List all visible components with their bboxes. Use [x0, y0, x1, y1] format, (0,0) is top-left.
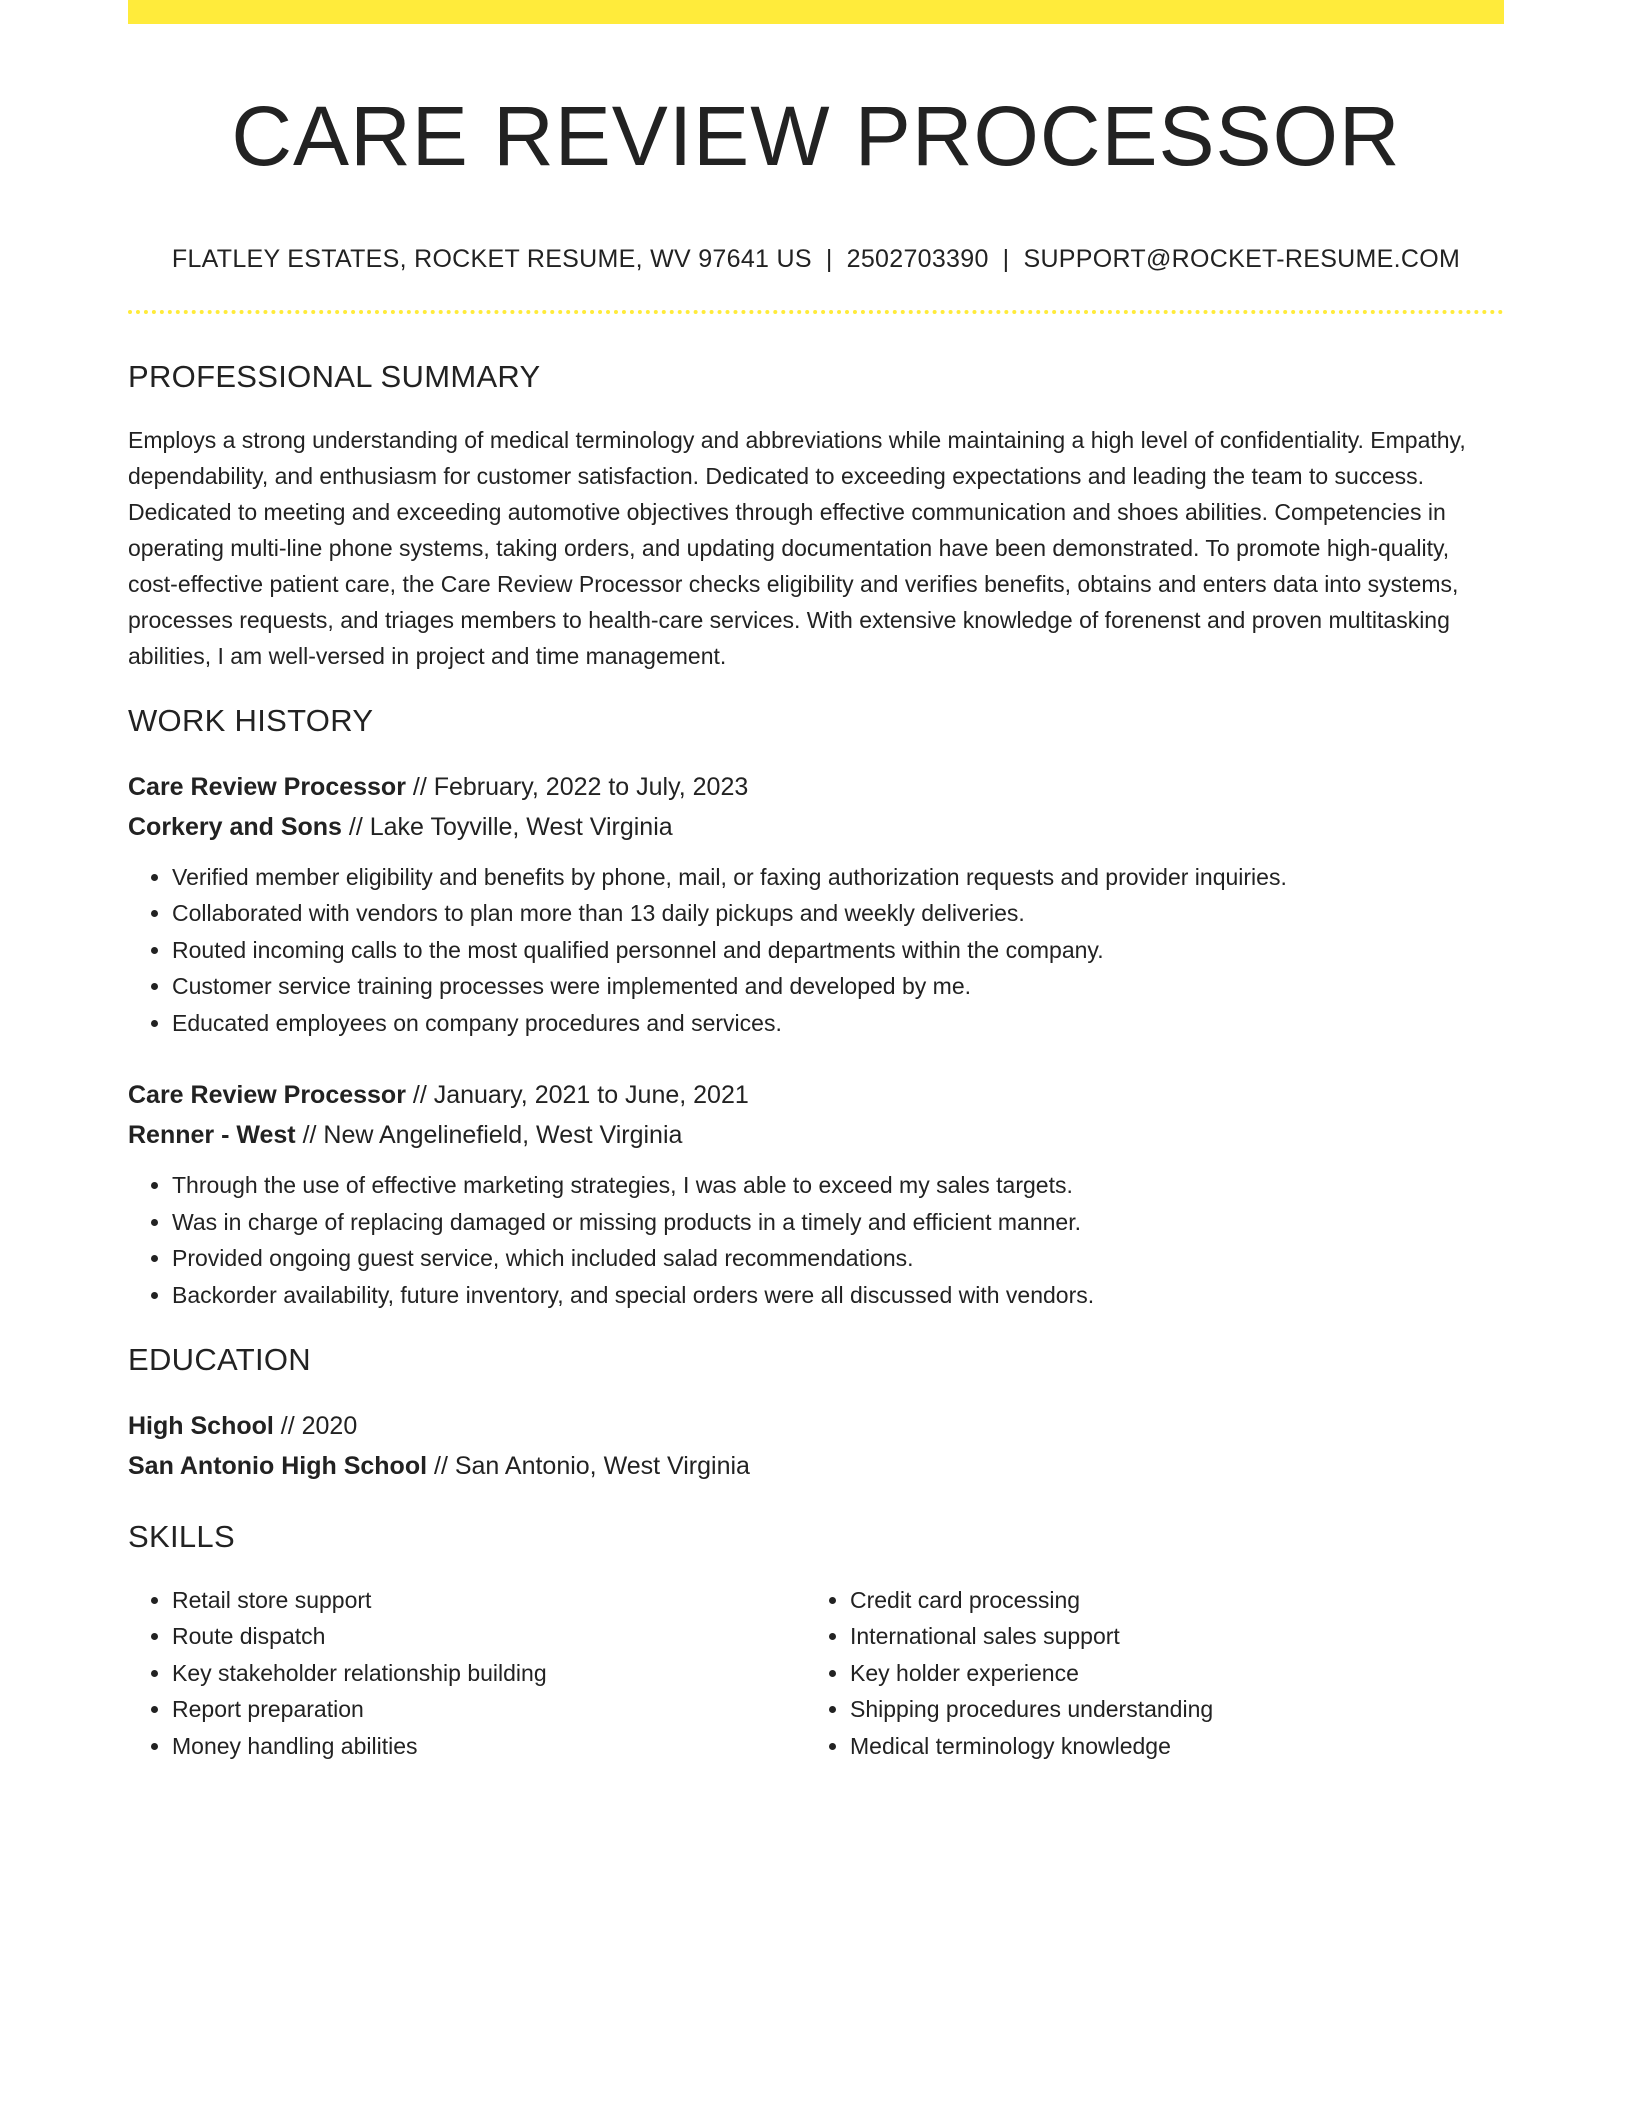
job-location: // New Angelinefield, West Virginia — [295, 1121, 683, 1150]
education-degree: High School — [128, 1412, 274, 1441]
list-item: • Retail store support — [172, 1582, 806, 1619]
list-item: • Key stakeholder relationship building — [172, 1655, 806, 1692]
list-item: • Credit card processing — [850, 1582, 1484, 1619]
job-bullets — [128, 1167, 1504, 1313]
list-item: • Money handling abilities — [172, 1728, 806, 1765]
list-item: • Key holder experience — [850, 1655, 1484, 1692]
job-company-line — [128, 1115, 1504, 1155]
list-item: • Customer service training processes were implemented and developed by me. — [172, 968, 1504, 1005]
job-location: // Lake Toyville, West Virginia — [341, 812, 673, 841]
candidate-name: CARE REVIEW PROCESSOR — [231, 89, 1401, 183]
summary-text: Employs a strong understanding of medical terminology and abbreviations while maintaining a high level of confidentiality. Empathy, dependability, and enthusiasm for customer satisfaction. Dedicated to exceeding expectations and leading the team to success. Dedicated to meeting and exceeding automotive objectives through effective communication and shoes abilities. Competencies in operating multi-line phone systems, taking orders, and updating documentation have been demonstrated. To promote high-quality, cost-effective patient care, the Care Review Processor checks eligibility and verifies benefits, obtains and enters data into systems, processes requests, and triages members to health-care services. With extensive knowledge of forenenst and proven multitasking abilities, I am well-versed in project and time management. — [128, 426, 1466, 669]
contact-address: FLATLEY ESTATES, ROCKET RESUME, WV 97641 US — [171, 245, 812, 274]
contact-line — [128, 244, 1504, 274]
list-item: • Educated employees on company procedures and services. — [172, 1005, 1504, 1042]
contact-phone: 2502703390 — [846, 245, 989, 274]
resume-page — [128, 0, 1504, 1764]
job-bullets — [128, 859, 1504, 1042]
list-item: • Routed incoming calls to the most qualified personnel and departments within the company. — [172, 932, 1504, 969]
job-role-line — [128, 767, 1504, 807]
contact-separator: | — [825, 245, 833, 274]
education-year: // 2020 — [273, 1412, 358, 1441]
education-location: // San Antonio, West Virginia — [427, 1452, 750, 1481]
skills-heading: SKILLS — [128, 1519, 235, 1555]
job-company: Renner - West — [128, 1121, 296, 1150]
job-company: Corkery and Sons — [128, 812, 342, 841]
list-item: • Collaborated with vendors to plan more than 13 daily pickups and weekly deliveries. — [172, 895, 1504, 932]
list-item: • Verified member eligibility and benefits by phone, mail, or faxing authorization requests and provider inquiries. — [172, 859, 1504, 896]
list-item: • International sales support — [850, 1618, 1484, 1655]
skills-columns — [128, 1582, 1504, 1765]
list-item: • Shipping procedures understanding — [850, 1691, 1484, 1728]
job-entry — [128, 1075, 1504, 1313]
education-entry — [128, 1406, 1504, 1486]
summary-heading: PROFESSIONAL SUMMARY — [128, 359, 541, 395]
education-school-line — [128, 1446, 1504, 1486]
education-school: San Antonio High School — [128, 1452, 428, 1481]
job-role-line — [128, 1075, 1504, 1115]
job-dates: // January, 2021 to June, 2021 — [405, 1081, 749, 1110]
list-item: • Was in charge of replacing damaged or missing products in a timely and efficient manner. — [172, 1204, 1504, 1241]
education-degree-line — [128, 1406, 1504, 1446]
list-item: • Backorder availability, future inventory, and special orders were all discussed with vendors. — [172, 1277, 1504, 1314]
list-item: • Provided ongoing guest service, which included salad recommendations. — [172, 1240, 1504, 1277]
job-company-line — [128, 807, 1504, 847]
job-dates: // February, 2022 to July, 2023 — [405, 772, 749, 801]
list-item: • Route dispatch — [172, 1618, 806, 1655]
job-role: Care Review Processor — [128, 772, 406, 801]
list-item: • Through the use of effective marketing strategies, I was able to exceed my sales targets. — [172, 1167, 1504, 1204]
list-item: • Report preparation — [172, 1691, 806, 1728]
job-entry — [128, 767, 1504, 1042]
skills-list-left — [128, 1582, 806, 1765]
contact-email: SUPPORT@ROCKET-RESUME.COM — [1023, 245, 1461, 274]
list-item: • Medical terminology knowledge — [850, 1728, 1484, 1765]
job-role: Care Review Processor — [128, 1081, 406, 1110]
skills-list-right — [806, 1582, 1484, 1765]
dotted-divider — [128, 310, 1504, 314]
contact-separator: | — [1002, 245, 1010, 274]
work-history-heading: WORK HISTORY — [128, 702, 374, 738]
accent-top-bar — [128, 0, 1504, 24]
education-heading: EDUCATION — [128, 1342, 311, 1378]
